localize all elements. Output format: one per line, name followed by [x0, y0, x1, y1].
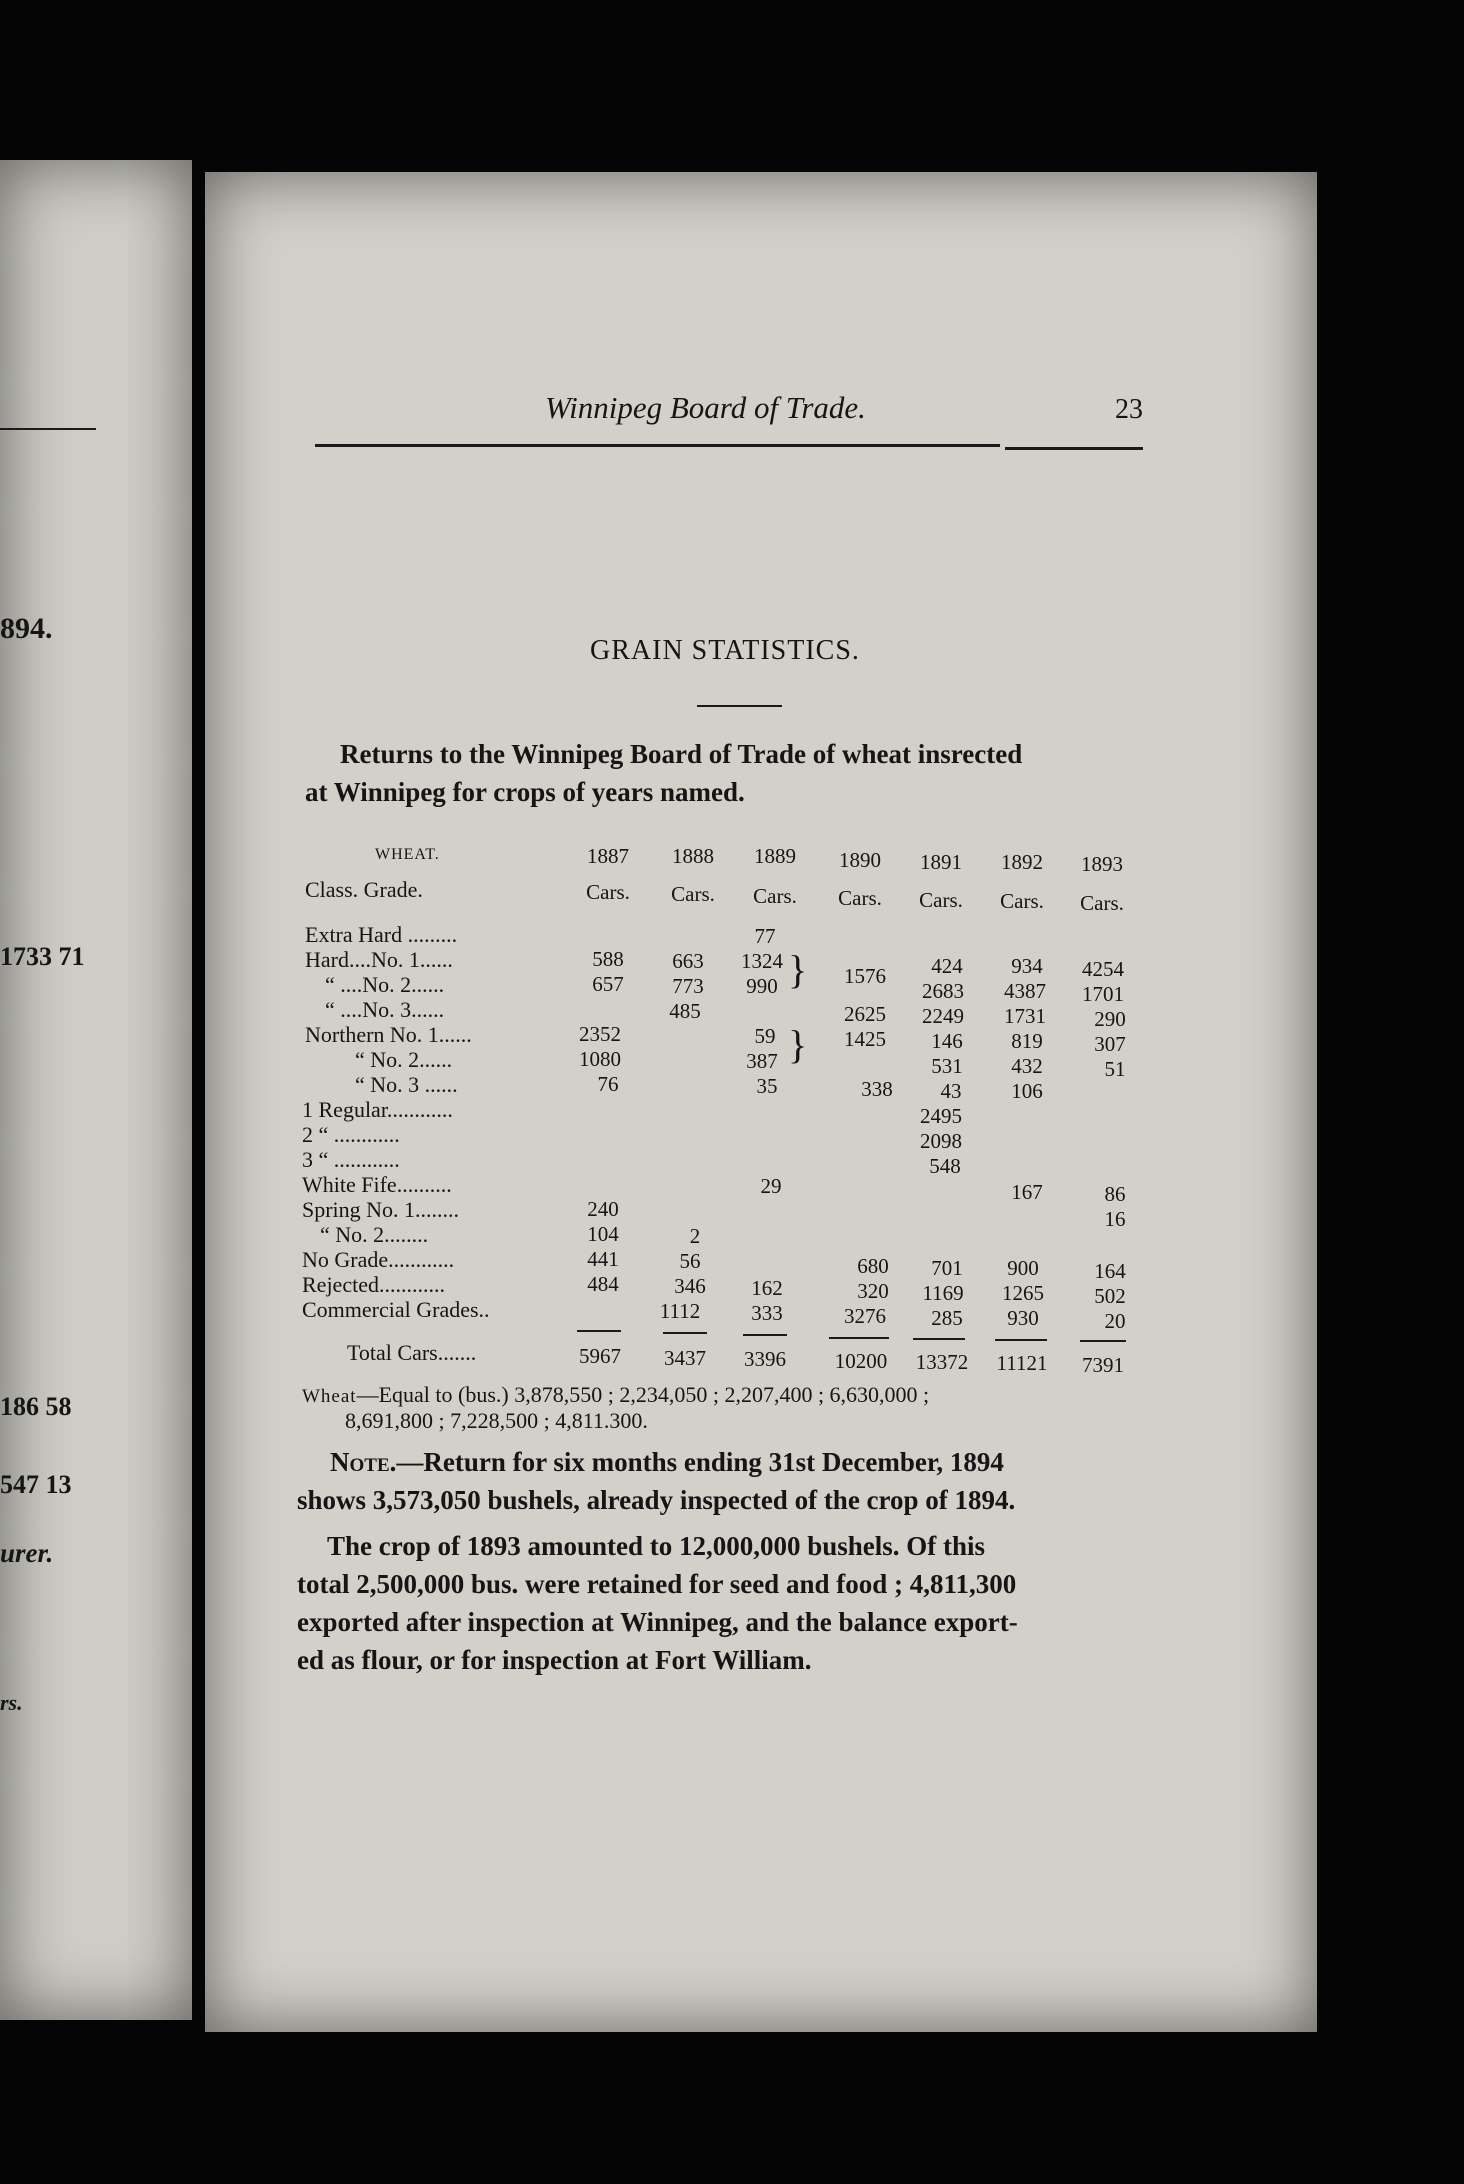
total-1891: 13372 [915, 1350, 969, 1374]
row-label-white-fife: White Fife.......... [302, 1172, 452, 1197]
total-rule-1888 [663, 1332, 707, 1334]
left-fragment-1: 1733 71 [0, 942, 85, 971]
left-fragment-year: 894. [0, 612, 53, 645]
cell-1892-rejected: 1265 [1002, 1281, 1044, 1305]
cell-1887-northern-2: 1080 [579, 1047, 621, 1071]
cell-1887-hard-2: 657 [592, 972, 624, 996]
cell-1889-hard-2: 990 [746, 974, 778, 998]
total-1889: 3396 [744, 1347, 786, 1371]
cell-1891-commercial: 285 [931, 1306, 963, 1330]
cell-1892-hard-2: 4387 [1004, 979, 1046, 1003]
note-text-1: —Return for six months ending 31st December, 1894 [396, 1447, 1004, 1477]
cell-1892-no-grade: 900 [1007, 1256, 1039, 1280]
cell-1890-hard-1-2: 1576 [844, 964, 886, 988]
note-line-1 [330, 1444, 1004, 1481]
intro-line-2: at Winnipeg for crops of years named. [305, 777, 745, 807]
cell-1893-hard-3: 290 [1094, 1007, 1126, 1031]
cell-1892-commercial: 930 [1007, 1306, 1039, 1330]
class-grade-label: Class. Grade. [305, 877, 423, 902]
header-rule-right [1005, 447, 1143, 450]
year-1890: 1890 [839, 848, 881, 872]
row-label-regular-3: 3 “ ............ [302, 1147, 400, 1172]
cell-1888-hard-1: 663 [672, 949, 704, 973]
right-page [205, 172, 1317, 2032]
cell-1891-regular-2: 2098 [920, 1129, 962, 1153]
total-label: Total Cars....... [347, 1340, 477, 1365]
row-label-hard-1: Hard....No. 1...... [305, 947, 453, 972]
cell-1891-northern-3: 43 [940, 1079, 962, 1103]
brace-1889-northern: } [788, 1022, 808, 1067]
cell-1889-commercial: 333 [751, 1301, 783, 1325]
brace-1889-hard: } [788, 947, 808, 992]
cell-1893-spring-2: 16 [1104, 1207, 1126, 1231]
crop-line-3: exported after inspection at Winnipeg, and the balance export- [297, 1607, 1018, 1637]
cell-1889-northern-2: 387 [746, 1049, 778, 1073]
cell-1893-northern-2: 51 [1104, 1057, 1126, 1081]
unit-1892: Cars. [1000, 889, 1044, 913]
header-rule [315, 444, 1000, 447]
wheat-label: WHEAT. [375, 846, 440, 863]
row-label-northern-2: “ No. 2...... [355, 1047, 453, 1072]
total-rule-1890 [829, 1337, 889, 1339]
left-fragment-5: rs. [0, 1690, 23, 1715]
total-1893: 7391 [1082, 1353, 1124, 1377]
year-1893: 1893 [1081, 852, 1123, 876]
cell-1892-white-fife: 167 [1011, 1180, 1043, 1204]
unit-1888: Cars. [671, 882, 715, 906]
cell-1893-white-fife: 86 [1104, 1182, 1126, 1206]
row-label-northern-1: Northern No. 1...... [305, 1022, 472, 1047]
running-title: Winnipeg Board of Trade. [545, 390, 866, 425]
cell-1891-hard-3: 2249 [922, 1004, 964, 1028]
cell-1888-hard-2: 773 [672, 974, 704, 998]
note-label: Note. [330, 1447, 397, 1477]
cell-1891-rejected: 1169 [922, 1281, 964, 1305]
cell-1891-regular-3: 548 [929, 1154, 961, 1178]
row-label-commercial: Commercial Grades.. [302, 1297, 490, 1322]
cell-1891-hard-2: 2683 [922, 979, 964, 1003]
cell-1892-northern-1: 819 [1011, 1029, 1043, 1053]
cell-1891-hard-1: 424 [931, 954, 963, 978]
cell-1890-northern-3: 338 [861, 1077, 893, 1101]
cell-1890-hard-3: 2625 [844, 1002, 886, 1026]
cell-1890-rejected: 320 [857, 1279, 889, 1303]
row-label-hard-3: “ ....No. 3...... [325, 997, 445, 1022]
cell-1888-no-grade: 56 [679, 1249, 701, 1273]
cell-1889-northern-3: 35 [756, 1074, 778, 1098]
crop-line-4: ed as flour, or for inspection at Fort William. [297, 1645, 812, 1675]
cell-1893-commercial: 20 [1104, 1309, 1126, 1333]
left-header-rule [0, 428, 96, 430]
total-rule-1892 [995, 1339, 1047, 1341]
left-fragment-2: 186 58 [0, 1392, 72, 1421]
cell-1887-rejected: 484 [587, 1272, 619, 1296]
wheat-equal-line-2: 8,691,800 ; 7,228,500 ; 4,811.300. [345, 1408, 648, 1433]
left-page [0, 160, 192, 2020]
row-label-northern-3: “ No. 3 ...... [355, 1072, 458, 1097]
row-label-spring-1: Spring No. 1........ [302, 1197, 460, 1222]
total-1892: 11121 [996, 1351, 1048, 1375]
unit-1889: Cars. [753, 884, 797, 908]
cell-1889-white-fife: 29 [760, 1174, 782, 1198]
row-label-hard-2: “ ....No. 2...... [325, 972, 445, 997]
cell-1893-rejected: 502 [1094, 1284, 1126, 1308]
cell-1893-no-grade: 164 [1094, 1259, 1126, 1283]
cell-1890-commercial: 3276 [844, 1304, 886, 1328]
row-label-regular-1: 1 Regular............ [302, 1097, 453, 1122]
cell-1888-commercial: 1112 [659, 1299, 701, 1323]
row-label-no-grade: No Grade............ [302, 1247, 455, 1272]
cell-1887-no-grade: 441 [587, 1247, 619, 1271]
total-1888: 3437 [664, 1346, 706, 1370]
intro-line-1: Returns to the Winnipeg Board of Trade of wheat insrected [340, 739, 1023, 769]
total-rule-1891 [913, 1338, 965, 1340]
unit-1890: Cars. [838, 886, 882, 910]
cell-1890-northern-1: 1425 [844, 1027, 886, 1051]
cell-1889-rejected: 162 [751, 1276, 783, 1300]
cell-1893-hard-2: 1701 [1082, 982, 1124, 1006]
total-rule-1893 [1080, 1340, 1126, 1342]
total-1887: 5967 [579, 1344, 621, 1368]
year-1889: 1889 [754, 844, 796, 868]
year-1887: 1887 [587, 844, 629, 868]
cell-1889-extra-hard: 77 [754, 924, 776, 948]
total-rule-1887 [577, 1330, 621, 1332]
left-fragment-3: 547 13 [0, 1470, 72, 1499]
cell-1887-hard-1: 588 [592, 947, 624, 971]
row-label-spring-2: “ No. 2........ [320, 1222, 429, 1247]
cell-1887-spring-1: 240 [587, 1197, 619, 1221]
cell-1893-northern-1: 307 [1094, 1032, 1126, 1056]
cell-1888-hard-3: 485 [669, 999, 701, 1023]
note-line-2: shows 3,573,050 bushels, already inspected of the crop of 1894. [297, 1485, 1016, 1515]
cell-1892-northern-3: 106 [1011, 1079, 1043, 1103]
cell-1887-northern-3: 76 [597, 1072, 619, 1096]
title-rule [697, 705, 782, 707]
cell-1888-rejected: 346 [674, 1274, 706, 1298]
cell-1889-hard-1: 1324 [741, 949, 783, 973]
year-1888: 1888 [672, 844, 714, 868]
page-number: 23 [1115, 394, 1143, 425]
cell-1891-northern-2: 531 [931, 1054, 963, 1078]
cell-1891-regular-1: 2495 [920, 1104, 962, 1128]
cell-1893-hard-1: 4254 [1082, 957, 1124, 981]
cell-1891-northern-1: 146 [931, 1029, 963, 1053]
section-title: GRAIN STATISTICS. [590, 635, 860, 666]
row-label-extra-hard: Extra Hard ......... [305, 922, 458, 947]
unit-1887: Cars. [586, 880, 630, 904]
wheat-equal-label: Wheat [302, 1386, 357, 1407]
year-1891: 1891 [920, 850, 962, 874]
left-fragment-4: urer. [0, 1538, 54, 1568]
row-label-regular-2: 2 “ ............ [302, 1122, 400, 1147]
cell-1890-no-grade: 680 [857, 1254, 889, 1278]
unit-1891: Cars. [919, 888, 963, 912]
cell-1887-spring-2: 104 [587, 1222, 619, 1246]
wheat-equal-text-1: —Equal to (bus.) 3,878,550 ; 2,234,050 ; 2,207,400 ; 6,630,000 ; [356, 1382, 930, 1407]
year-1892: 1892 [1001, 850, 1043, 874]
crop-line-2: total 2,500,000 bus. were retained for seed and food ; 4,811,300 [297, 1569, 1017, 1599]
total-1890: 10200 [834, 1349, 888, 1373]
cell-1889-northern-1: 59 [754, 1024, 776, 1048]
row-label-rejected: Rejected............ [302, 1272, 445, 1297]
cell-1892-hard-1: 934 [1011, 954, 1043, 978]
cell-1888-spring-2: 2 [689, 1224, 701, 1248]
cell-1887-northern-1: 2352 [579, 1022, 621, 1046]
unit-1893: Cars. [1080, 891, 1124, 915]
wheat-equal-line-1 [302, 1382, 929, 1408]
crop-line-1: The crop of 1893 amounted to 12,000,000 bushels. Of this [327, 1531, 986, 1561]
cell-1892-northern-2: 432 [1011, 1054, 1043, 1078]
total-rule-1889 [743, 1334, 787, 1336]
cell-1892-hard-3: 1731 [1004, 1004, 1046, 1028]
cell-1891-no-grade: 701 [931, 1256, 963, 1280]
